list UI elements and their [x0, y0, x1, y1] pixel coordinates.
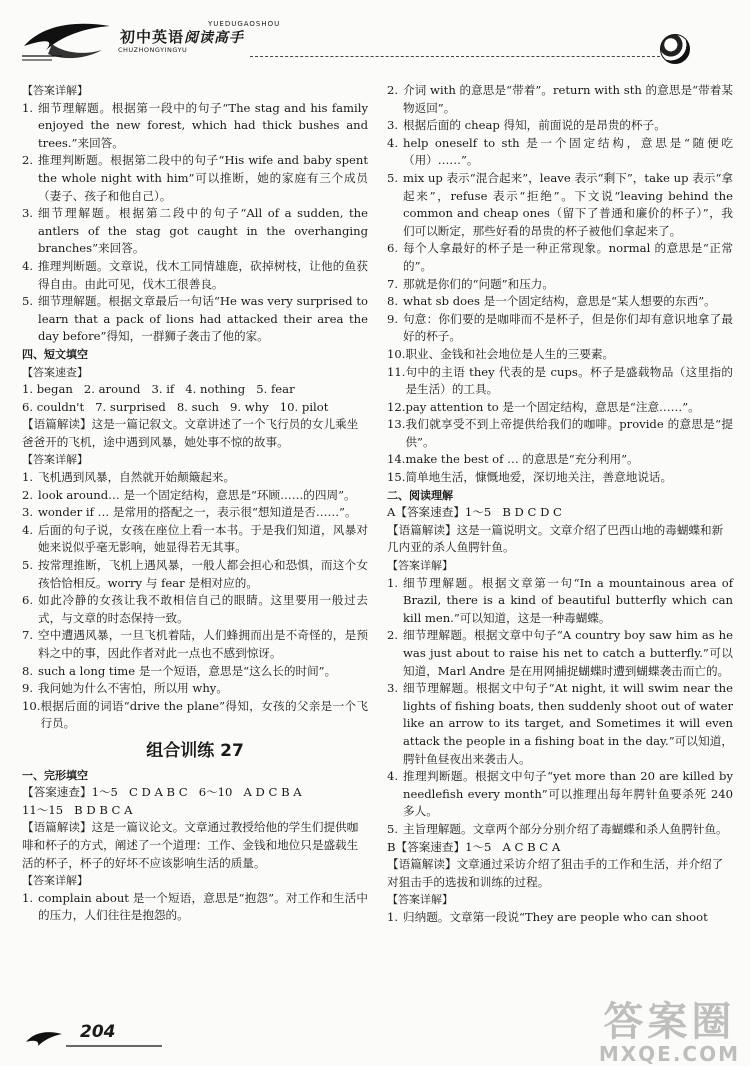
item-number: 5.	[387, 821, 399, 836]
item-number: 10.	[22, 698, 41, 713]
answer-item	[22, 100, 368, 153]
item-text: 介词 with 的意思是“带着”。return with sth 的意思是“带着某物返回”。	[403, 83, 733, 115]
item-number: 8.	[22, 663, 34, 678]
item-text: 推理判断题。根据文中句子“yet more than 20 are killed by needlefish every month”可以推理出每年腭针鱼要杀死 240 多人。	[403, 769, 733, 819]
item-number: 4.	[387, 135, 399, 150]
section-tag: 【答案详解】	[387, 559, 453, 573]
answer-item	[387, 909, 733, 927]
watermark-url-text: MXQE.COM	[598, 1042, 740, 1066]
item-text: such a long time 是一个短语，意思是“这么长的时间”。	[38, 663, 337, 678]
item-text: 飞机遇到风暴，自然就开始颠簸起来。	[38, 470, 236, 485]
answer-item	[22, 487, 368, 505]
passage-note: 【语篇解读】文章通过采访介绍了狙击手的工作和生活，并介绍了对狙击手的选拔和训练的过程。	[387, 857, 724, 889]
answer-item	[22, 627, 368, 662]
answer-item	[22, 469, 368, 487]
item-number: 12.	[387, 399, 406, 414]
section-heading: 二、阅读理解	[387, 488, 453, 502]
item-text: 推理判断题。根据第二段中的句子“His wife and baby spent the whole night with him”可以推断，她的家庭有三个成员（妻子、孩子和他自己）。	[38, 153, 368, 203]
item-number: 1.	[22, 890, 34, 905]
item-number: 3.	[387, 681, 399, 696]
item-number: 6.	[22, 593, 34, 608]
item-text: pay attention to 是一个固定结构，意思是“注意……”。	[405, 399, 700, 414]
item-number: 2.	[387, 83, 399, 97]
answer-item	[387, 170, 733, 240]
item-text: look around… 是一个固定结构，意思是“环顾……的四周”。	[38, 487, 356, 502]
item-number: 1.	[387, 909, 399, 924]
item-number: 1.	[22, 100, 34, 115]
answer-item	[22, 205, 368, 258]
item-text: 我们就享受不到上帝提供给我们的咖啡。provide 的意思是“提供”。	[405, 417, 733, 449]
answer-item	[387, 575, 733, 628]
item-text: 每个人拿最好的杯子是一种正常现象。normal 的意思是“正常的”。	[403, 241, 733, 273]
page-header	[0, 0, 750, 78]
answer-item	[387, 311, 733, 346]
item-number: 4.	[22, 522, 34, 537]
answer-item	[22, 293, 368, 346]
item-number: 2.	[387, 628, 399, 643]
ball-icon	[660, 34, 690, 64]
item-number: 14.	[387, 452, 406, 467]
item-text: 细节理解题。根据第一段中的句子“The stag and his family enjoyed the new forest, which had thick bushes and trees.”来回答。	[38, 100, 368, 150]
answer-item	[22, 663, 368, 681]
item-text: 空中遭遇风暴，一旦飞机着陆，人们蜂拥而出是不奇怪的，是预料之中的事，因此作者对此一点也不感到惊讶。	[38, 628, 368, 660]
item-text: 我问她为什么不害怕，所以用 why。	[38, 681, 228, 696]
item-text: 归纳题。文章第一段说“They are people who can shoot	[403, 909, 708, 924]
left-column	[22, 82, 368, 925]
answer-item	[22, 258, 368, 293]
item-number: 8.	[387, 294, 399, 309]
section-heading: 一、完形填空	[22, 768, 88, 782]
section-tag: 【答案速查】	[22, 365, 88, 379]
header-logo-pinyin-bottom: CHUZHONGYINGYU	[118, 46, 188, 54]
item-number: 1.	[387, 575, 399, 590]
answer-item	[22, 890, 368, 925]
item-text: 根据后面的 cheap 得知，前面说的是昂贵的杯子。	[403, 118, 666, 133]
answer-item	[22, 522, 368, 557]
item-text: 简单地生活，慷慨地爱，深切地关注，善意地说话。	[405, 470, 673, 485]
header-dashed-rule	[250, 56, 660, 57]
item-text: 细节理解题。根据文章第一句“In a mountainous area of Brazil, there is a kind of beautiful butterfly which can kill men.”可以知道，这是一种毒蝴蝶。	[403, 575, 733, 625]
item-number: 5.	[387, 170, 399, 185]
answer-key-line: 【答案速查】1～5 C D A B C 6～10 A D C B A	[22, 785, 302, 800]
header-logo-pinyin-top: YUEDUGAOSHOU	[208, 20, 281, 28]
item-text: wonder if … 是常用的搭配之一，表示很“想知道是否……”。	[38, 505, 357, 520]
item-number: 4.	[22, 258, 34, 273]
answer-item	[387, 399, 733, 417]
item-number: 5.	[22, 558, 34, 573]
answer-item	[387, 768, 733, 821]
answer-item	[22, 592, 368, 627]
header-logo-text: 初中英语阅读高手	[120, 28, 245, 46]
section-tag: 【答案详解】	[387, 893, 453, 907]
item-text: 细节理解题。根据文章中句子“A country boy saw him as he was just about to raise his net to catch a butterfly.”可以知道，Marl Andre 是在用网捕捉蝴蝶时遭到蝴蝶袭击而亡的。	[403, 628, 733, 678]
answer-item	[22, 504, 368, 522]
answer-item	[387, 135, 733, 170]
item-text: 推理判断题。文章说，伐木工同情雄鹿，砍掉树枝，让他的鱼获得自由。由此可见，伐木工很善良。	[38, 258, 368, 291]
section-tag: 【答案详解】	[22, 453, 88, 467]
section-heading: 四、短文填空	[22, 347, 88, 361]
answer-key-line: A【答案速查】1～5 B D C D C	[387, 505, 562, 520]
item-number: 11.	[387, 364, 406, 379]
item-text: make the best of … 的意思是“充分利用”。	[405, 452, 639, 467]
item-number: 7.	[387, 276, 399, 291]
answer-item	[387, 82, 733, 117]
watermark	[598, 999, 740, 1066]
answer-item	[387, 346, 733, 364]
item-text: 细节理解题。根据第二段中的句子“All of a sudden, the antlers of the stag got caught in the overhanging branches”来回答。	[38, 206, 368, 256]
answer-key-line: B【答案速查】1～5 A C B C A	[387, 839, 561, 854]
answer-item	[387, 680, 733, 768]
answer-item	[22, 698, 368, 733]
answer-key-line: 6. couldn't 7. surprised 8. such 9. why 10. pilot	[22, 399, 329, 414]
item-text: 主旨理解题。文章两个部分分别介绍了毒蝴蝶和杀人鱼腭针鱼。	[403, 821, 728, 836]
item-number: 15.	[387, 470, 406, 485]
item-number: 9.	[387, 311, 399, 326]
item-number: 9.	[22, 681, 34, 696]
item-number: 3.	[22, 206, 34, 221]
item-number: 5.	[22, 294, 34, 309]
answer-item	[22, 557, 368, 592]
page-number: 204	[80, 1022, 116, 1042]
item-number: 2.	[22, 487, 34, 502]
answer-item	[387, 451, 733, 469]
unit-title: 组合训练 27	[146, 740, 244, 761]
item-text: 后面的句子说，女孩在座位上看一本书。于是我们知道，风暴对她来说似乎毫无影响，她显得若无其事。	[38, 522, 368, 555]
item-number: 1.	[22, 470, 34, 485]
item-number: 3.	[387, 118, 399, 133]
answer-key-line: 1. began 2. around 3. if 4. nothing 5. fear	[22, 382, 295, 397]
item-number: 10.	[387, 346, 406, 361]
item-number: 2.	[22, 153, 34, 168]
section-tag: 【答案详解】	[22, 84, 88, 97]
item-text: 细节理解题。根据文中句子“At night, it will swim near the lights of fishing boats, then suddenly shoot out of water like an arrow to its target, and Sometimes it will even attack the people in a fishing boat in the day.”可以知道，腭针鱼昼夜出来袭击人。	[403, 681, 733, 766]
answer-item	[387, 240, 733, 275]
item-number: 7.	[22, 628, 34, 643]
item-text: 细节理解题。根据文章最后一句话“He was very surprised to learn that a pack of lions had attacked their area the day before”得知，一群狮子袭击了他的家。	[38, 294, 368, 344]
item-text: 职业、金钱和社会地位是人生的三要素。	[405, 346, 615, 361]
answer-item	[387, 627, 733, 680]
item-text: what sb does 是一个固定结构，意思是“某人想要的东西”。	[403, 294, 716, 309]
answer-item	[387, 416, 733, 451]
item-text: 根据后面的词语“drive the plane”得知，女孩的父亲是一个飞行员。	[40, 698, 368, 731]
answer-item	[387, 276, 733, 294]
item-text: help oneself to sth 是一个固定结构，意思是“随便吃（用）……”。	[403, 135, 733, 168]
item-text: 句意：你们要的是咖啡而不是杯子，但是你们却有意识地拿了最好的杯子。	[403, 311, 733, 344]
item-number: 3.	[22, 505, 34, 520]
item-number: 13.	[387, 417, 406, 432]
item-text: complain about 是一个短语，意思是“抱怨”。对工作和生活中的压力，人们往往是抱怨的。	[38, 890, 368, 923]
dolphin-logo-icon	[22, 16, 114, 62]
answer-key-line: 11～15 B D B C A	[22, 802, 133, 817]
item-text: 按常理推断，飞机上遇风暴，一般人都会担心和恐惧，而这个女孩恰恰相反。worry 与 fear 是相对应的。	[38, 558, 368, 590]
answer-item	[22, 680, 368, 698]
watermark-main-text: 答案圈	[603, 999, 736, 1045]
answer-item	[387, 117, 733, 135]
answer-item	[387, 293, 733, 311]
answer-item	[387, 469, 733, 487]
item-text: 那就是你们的“问题”和压力。	[403, 276, 554, 291]
right-column	[387, 82, 733, 927]
item-text: 句中的主语 they 代表的是 cups。杯子是盛载物品（这里指的是生活）的工具。	[405, 364, 733, 397]
answer-item	[22, 152, 368, 205]
passage-note: 【语篇解读】这是一篇说明文。文章介绍了巴西山地的毒蝴蝶和新几内亚的杀人鱼腭针鱼。	[387, 522, 724, 555]
answer-item	[387, 821, 733, 839]
item-text: 如此冷静的女孩让我不敢相信自己的眼睛。这里要用一般过去式，与文章的时态保持一致。	[38, 593, 368, 625]
answer-item	[387, 364, 733, 399]
item-text: mix up 表示“混合起来”，leave 表示“剩下”，take up 表示“拿起来”，refuse 表示“拒绝”。下文说“leaving behind the common and cheap ones（留下了普通和廉价的杯子）”，我们可以断定，那些好看的昂贵的杯子被他们拿起来了。	[403, 170, 733, 238]
section-tag: 【答案详解】	[22, 874, 88, 888]
passage-note: 【语篇解读】这是一篇议论文。文章通过教授给他的学生们提供咖啡和杯子的方式，阐述了一个道理：工作、金钱和地位只是盛载生活的杯子，杯子的好坏不应该影响生活的质量。	[22, 820, 359, 870]
item-number: 6.	[387, 241, 399, 256]
item-number: 4.	[387, 769, 399, 784]
passage-note: 【语篇解读】这是一篇记叙文。文章讲述了一个飞行员的女儿乘坐爸爸开的飞机，途中遇到风暴，她处事不惊的故事。	[22, 417, 359, 449]
